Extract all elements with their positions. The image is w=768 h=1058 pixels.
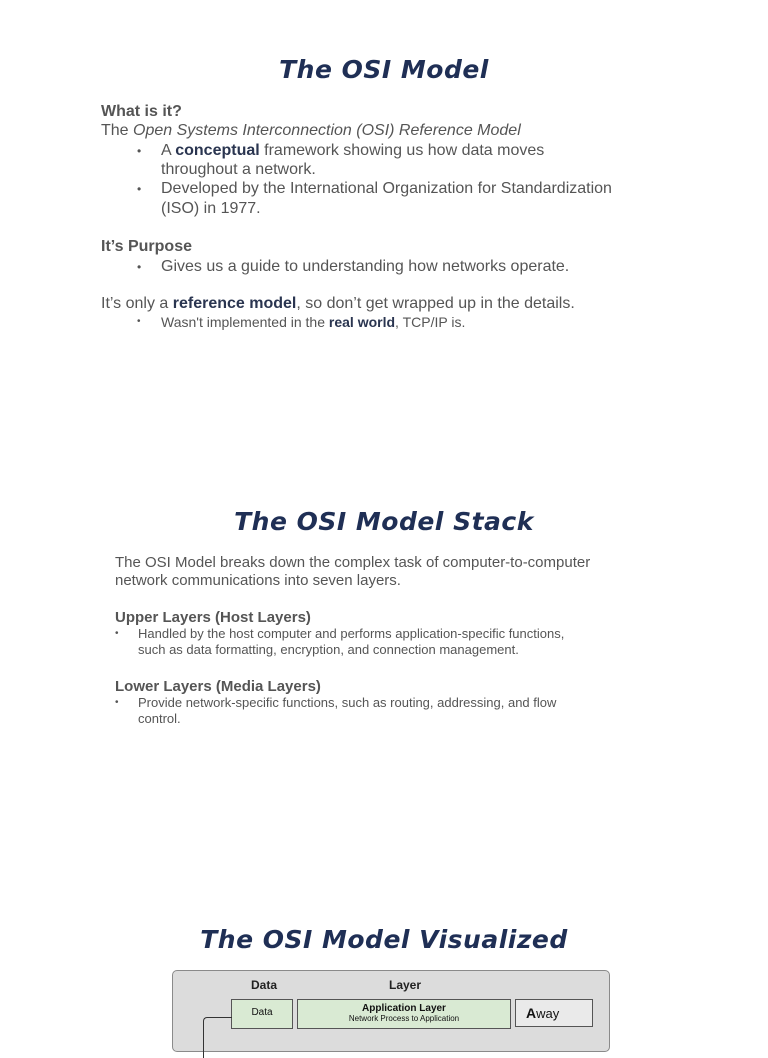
ref-post: , so don’t get wrapped up in the details. [296,295,575,312]
intro-italic: Open Systems Interconnection (OSI) Reference Model [133,122,521,139]
upper-layers-line2: such as data formatting, encryption, and connection management. [138,642,519,657]
b1-post: framework showing us how data moves [259,142,545,159]
page-title-osi-model: The OSI Model [279,55,489,84]
sub-post: , TCP/IP is. [395,314,466,330]
bullet-icon: • [137,260,142,274]
intro-prefix: The [101,122,134,139]
lower-layers-heading: Lower Layers (Media Layers) [115,678,321,695]
what-is-it-heading: What is it? [101,103,182,120]
sub-bold: real world [328,314,396,330]
upper-layers-heading: Upper Layers (Host Layers) [115,609,311,626]
application-layer-box [297,999,511,1029]
section-title-osi-visualized: The OSI Model Visualized [200,925,568,954]
bullet-icon: • [137,144,142,158]
diagram-col-data: Data [251,978,278,992]
reference-model-line [101,294,575,313]
layer-name: Application Layer [362,1003,446,1014]
bullet-icon: • [137,182,142,196]
bullet-conceptual-line2: throughout a network. [161,161,316,178]
diagram-col-layer: Layer [389,978,422,992]
b1-pre: A [161,142,176,159]
upper-layers-line1: Handled by the host computer and performs application-specific functions, [138,626,565,641]
stack-intro-line1: The OSI Model breaks down the complex task of computer-to-computer [115,554,591,571]
data-unit-box: Data [231,999,293,1029]
ref-pre: It’s only a [101,295,173,312]
purpose-bullet: Gives us a guide to understanding how networks operate. [161,258,570,275]
ref-bold: reference model [172,295,297,312]
sub-pre: Wasn't implemented in the [161,314,329,330]
bullet-iso-line1: Developed by the International Organization for Standardization [161,180,612,197]
mnemonic-box [515,999,593,1027]
bullet-icon: • [115,697,119,708]
bullet-icon: • [137,316,141,327]
osi-diagram [172,970,610,1052]
lower-layers-line1: Provide network-specific functions, such as routing, addressing, and flow [138,695,557,710]
mnemonic-rest: way [536,1006,560,1021]
stack-intro-line2: network communications into seven layers. [115,572,401,589]
bullet-conceptual [161,141,544,160]
layer-desc: Network Process to Application [348,1014,460,1023]
mnemonic-letter: A [526,1005,537,1021]
lower-layers-line2: control. [138,711,181,726]
intro-line [101,121,521,140]
section-title-osi-stack: The OSI Model Stack [234,507,534,536]
b1-bold: conceptual [175,142,260,159]
bullet-icon: • [115,628,119,639]
bullet-iso-line2: (ISO) in 1977. [161,200,261,217]
purpose-heading: It’s Purpose [101,238,192,255]
real-world-bullet [161,314,465,330]
connector-line [203,1017,232,1058]
